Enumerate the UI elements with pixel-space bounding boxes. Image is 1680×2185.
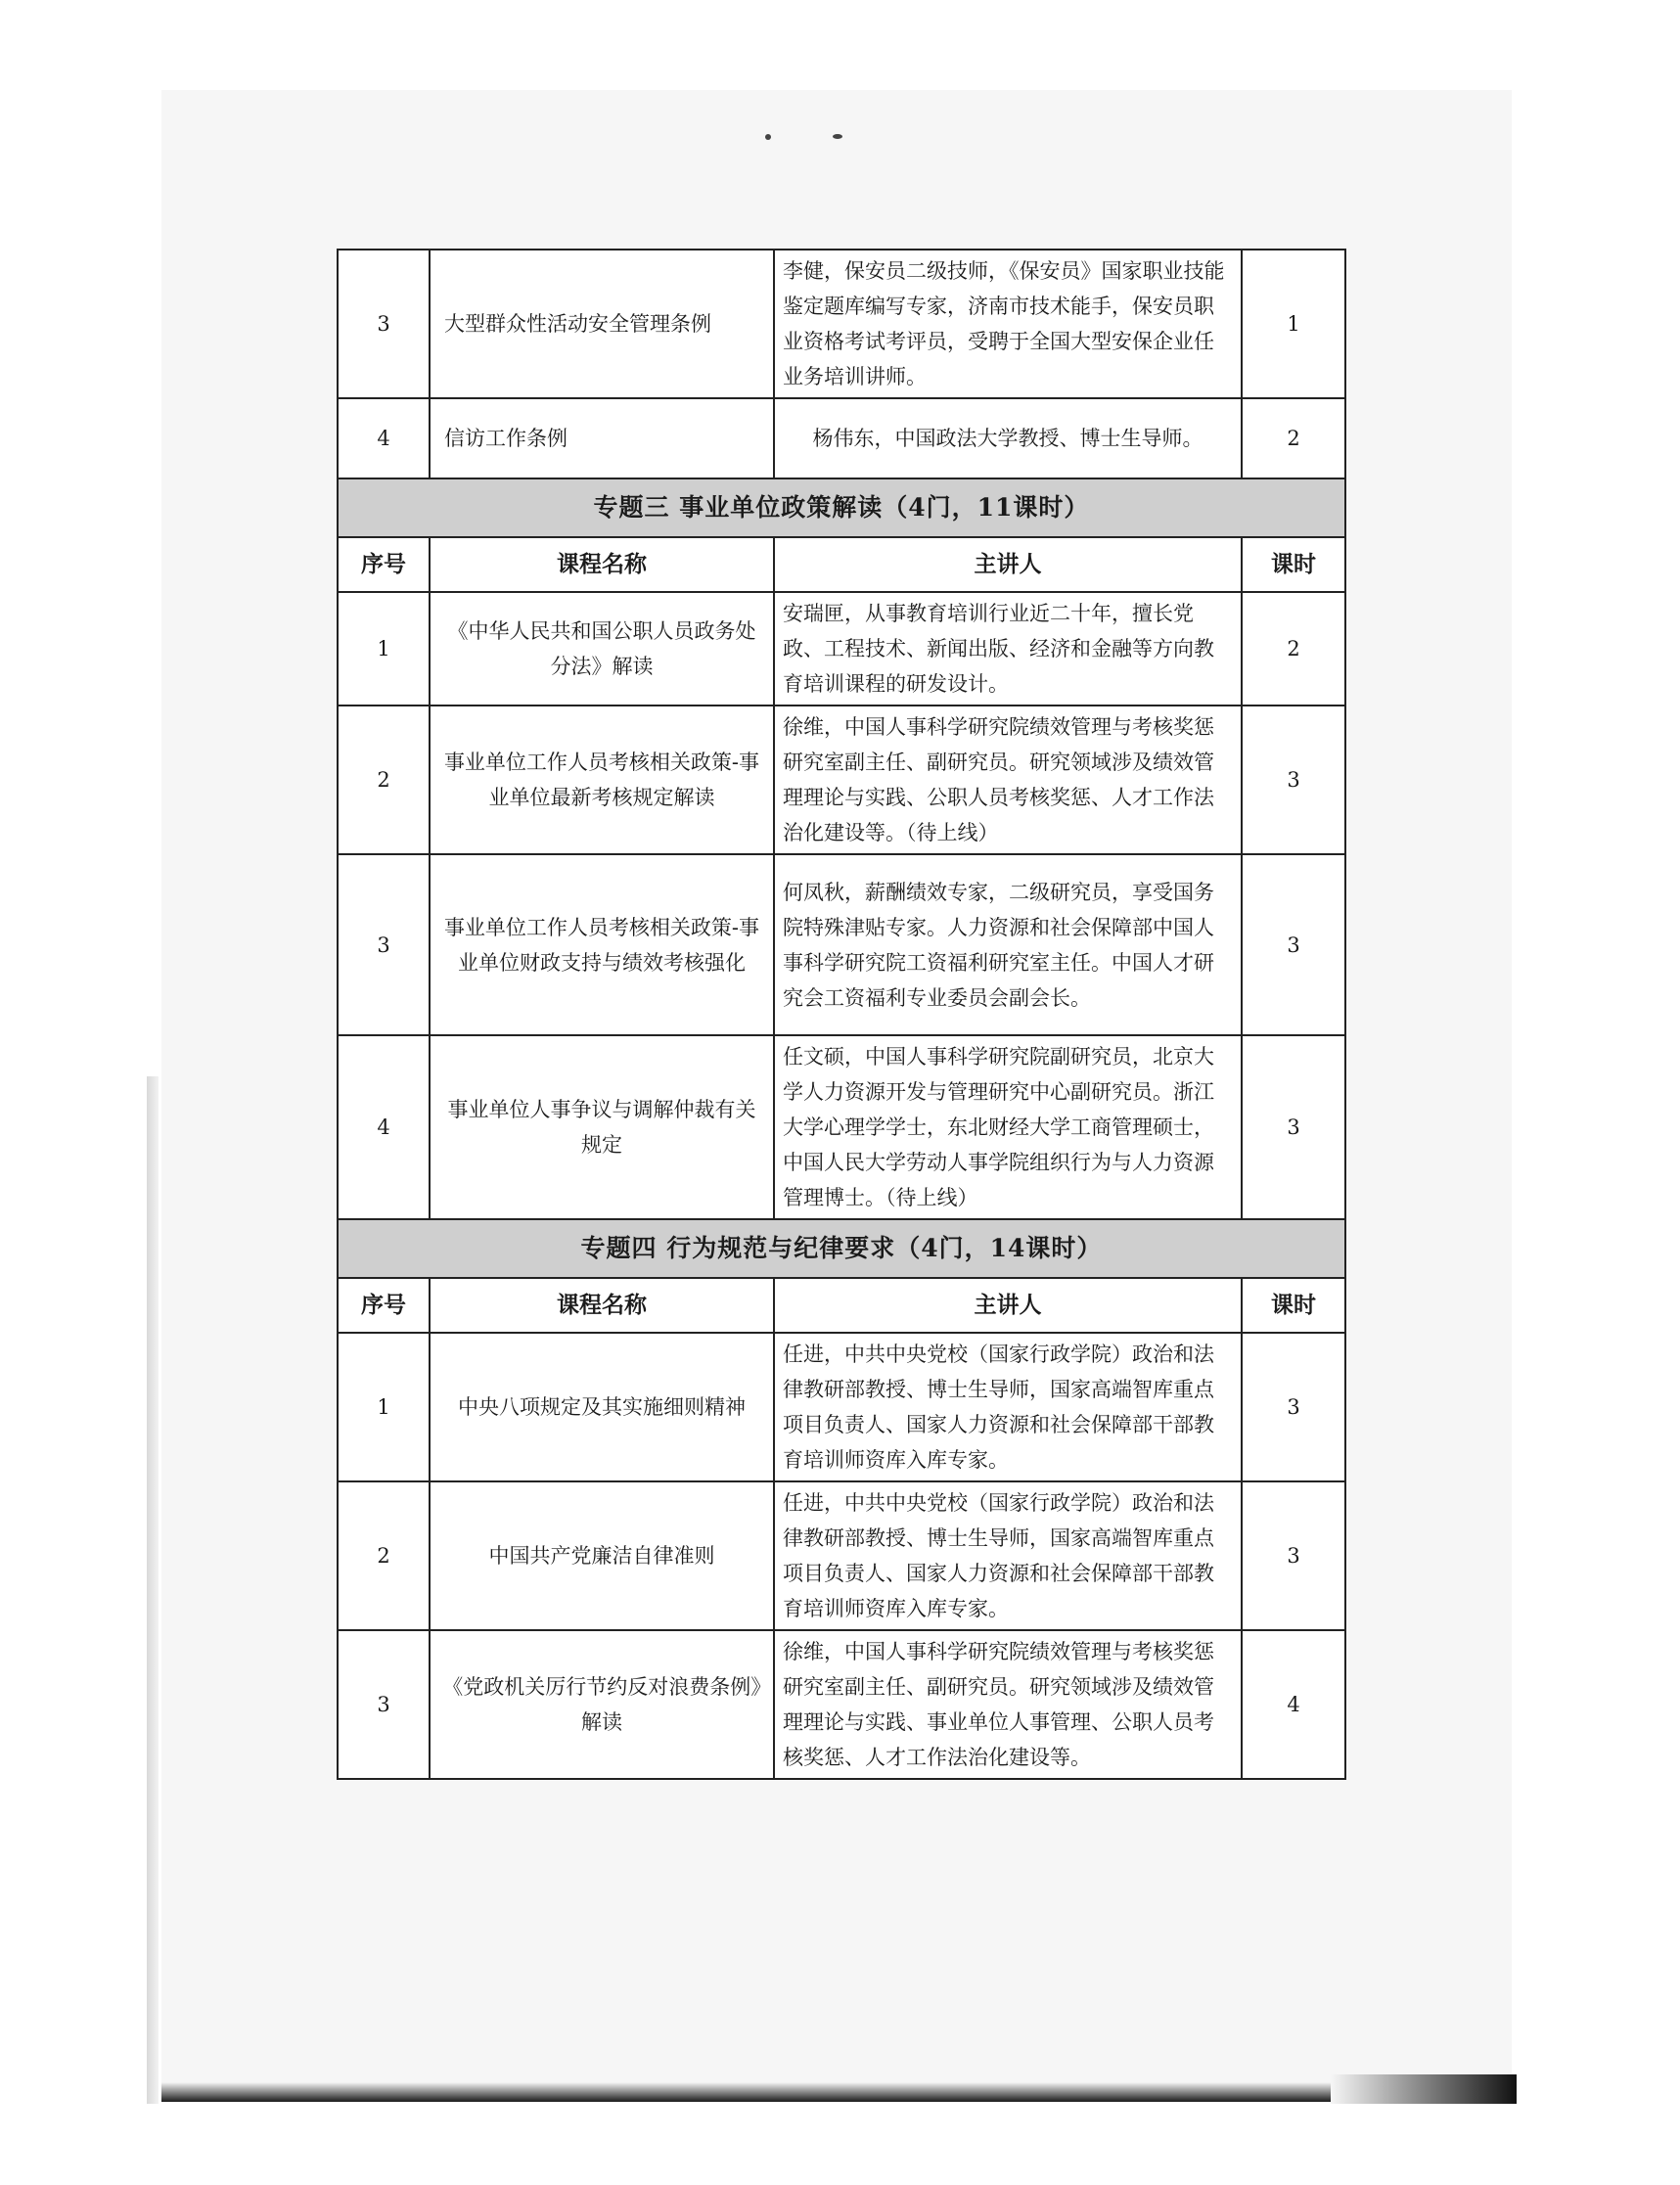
- course-table: [337, 249, 1346, 1780]
- course-name: 《党政机关厉行节约反对浪费条例》解读: [430, 1630, 774, 1779]
- course-no: 1: [338, 592, 430, 706]
- course-hours: 3: [1242, 1481, 1345, 1630]
- table-row: [338, 1333, 1345, 1481]
- col-header-lecturer: 主讲人: [774, 537, 1242, 592]
- course-hours: 3: [1242, 854, 1345, 1035]
- scan-shadow-corner: [1331, 2074, 1517, 2104]
- section-title: 专题三 事业单位政策解读（4门，11课时）: [338, 478, 1345, 537]
- table-row: [338, 1035, 1345, 1219]
- course-name: 《中华人民共和国公职人员政务处分法》解读: [430, 592, 774, 706]
- col-header-name: 课程名称: [430, 537, 774, 592]
- course-hours: 2: [1242, 592, 1345, 706]
- course-no: 3: [338, 250, 430, 398]
- course-no: 4: [338, 398, 430, 478]
- course-lecturer: 任文硕，中国人事科学研究院副研究员，北京大学人力资源开发与管理研究中心副研究员。浙江大学心理学学士，东北财经大学工商管理硕士，中国人民大学劳动人事学院组织行为与人力资源管理博士。（待上线）: [774, 1035, 1242, 1219]
- course-lecturer: 杨伟东，中国政法大学教授、博士生导师。: [774, 398, 1242, 478]
- table-row: [338, 592, 1345, 706]
- course-hours: 2: [1242, 398, 1345, 478]
- scan-shadow-left: [147, 1076, 159, 2104]
- course-no: 3: [338, 854, 430, 1035]
- section-header-4: [338, 1219, 1345, 1278]
- table-row: [338, 1630, 1345, 1779]
- table-row: [338, 1481, 1345, 1630]
- table-row: [338, 854, 1345, 1035]
- section-title: 专题四 行为规范与纪律要求（4门，14课时）: [338, 1219, 1345, 1278]
- table-row: [338, 250, 1345, 398]
- course-lecturer: 何凤秋，薪酬绩效专家，二级研究员，享受国务院特殊津贴专家。人力资源和社会保障部中国人事科学研究院工资福利研究室主任。中国人才研究会工资福利专业委员会副会长。: [774, 854, 1242, 1035]
- course-hours: 3: [1242, 1333, 1345, 1481]
- course-hours: 1: [1242, 250, 1345, 398]
- course-hours: 3: [1242, 706, 1345, 854]
- course-name: 事业单位人事争议与调解仲裁有关规定: [430, 1035, 774, 1219]
- course-name: 大型群众性活动安全管理条例: [430, 250, 774, 398]
- page-mark-dot: [765, 134, 771, 140]
- course-lecturer: 安瑞匣，从事教育培训行业近二十年，擅长党政、工程技术、新闻出版、经济和金融等方向教育培训课程的研发设计。: [774, 592, 1242, 706]
- course-hours: 3: [1242, 1035, 1345, 1219]
- column-header-row: [338, 1278, 1345, 1333]
- course-lecturer: 李健，保安员二级技师，《保安员》国家职业技能鉴定题库编写专家，济南市技术能手，保安员职业资格考试考评员，受聘于全国大型安保企业任业务培训讲师。: [774, 250, 1242, 398]
- col-header-lecturer: 主讲人: [774, 1278, 1242, 1333]
- page-mark-dots: [833, 134, 842, 139]
- course-lecturer: 徐维，中国人事科学研究院绩效管理与考核奖惩研究室副主任、副研究员。研究领域涉及绩效管理理论与实践、事业单位人事管理、公职人员考核奖惩、人才工作法治化建设等。: [774, 1630, 1242, 1779]
- col-header-no: 序号: [338, 537, 430, 592]
- course-hours: 4: [1242, 1630, 1345, 1779]
- course-lecturer: 任进，中共中央党校（国家行政学院）政治和法律教研部教授、博士生导师，国家高端智库重点项目负责人、国家人力资源和社会保障部干部教育培训师资库入库专家。: [774, 1333, 1242, 1481]
- course-name: 事业单位工作人员考核相关政策-事业单位最新考核规定解读: [430, 706, 774, 854]
- col-header-no: 序号: [338, 1278, 430, 1333]
- course-name: 中央八项规定及其实施细则精神: [430, 1333, 774, 1481]
- course-name: 事业单位工作人员考核相关政策-事业单位财政支持与绩效考核强化: [430, 854, 774, 1035]
- course-no: 3: [338, 1630, 430, 1779]
- column-header-row: [338, 537, 1345, 592]
- course-no: 4: [338, 1035, 430, 1219]
- course-lecturer: 任进，中共中央党校（国家行政学院）政治和法律教研部教授、博士生导师，国家高端智库重点项目负责人、国家人力资源和社会保障部干部教育培训师资库入库专家。: [774, 1481, 1242, 1630]
- section-header-3: [338, 478, 1345, 537]
- table-row: [338, 706, 1345, 854]
- course-name: 中国共产党廉洁自律准则: [430, 1481, 774, 1630]
- course-lecturer: 徐维，中国人事科学研究院绩效管理与考核奖惩研究室副主任、副研究员。研究领域涉及绩效管理理论与实践、公职人员考核奖惩、人才工作法治化建设等。（待上线）: [774, 706, 1242, 854]
- scan-shadow-bottom: [161, 2082, 1512, 2102]
- course-name: 信访工作条例: [430, 398, 774, 478]
- col-header-hours: 课时: [1242, 1278, 1345, 1333]
- course-no: 2: [338, 1481, 430, 1630]
- table-row: [338, 398, 1345, 478]
- course-no: 2: [338, 706, 430, 854]
- col-header-hours: 课时: [1242, 537, 1345, 592]
- col-header-name: 课程名称: [430, 1278, 774, 1333]
- course-no: 1: [338, 1333, 430, 1481]
